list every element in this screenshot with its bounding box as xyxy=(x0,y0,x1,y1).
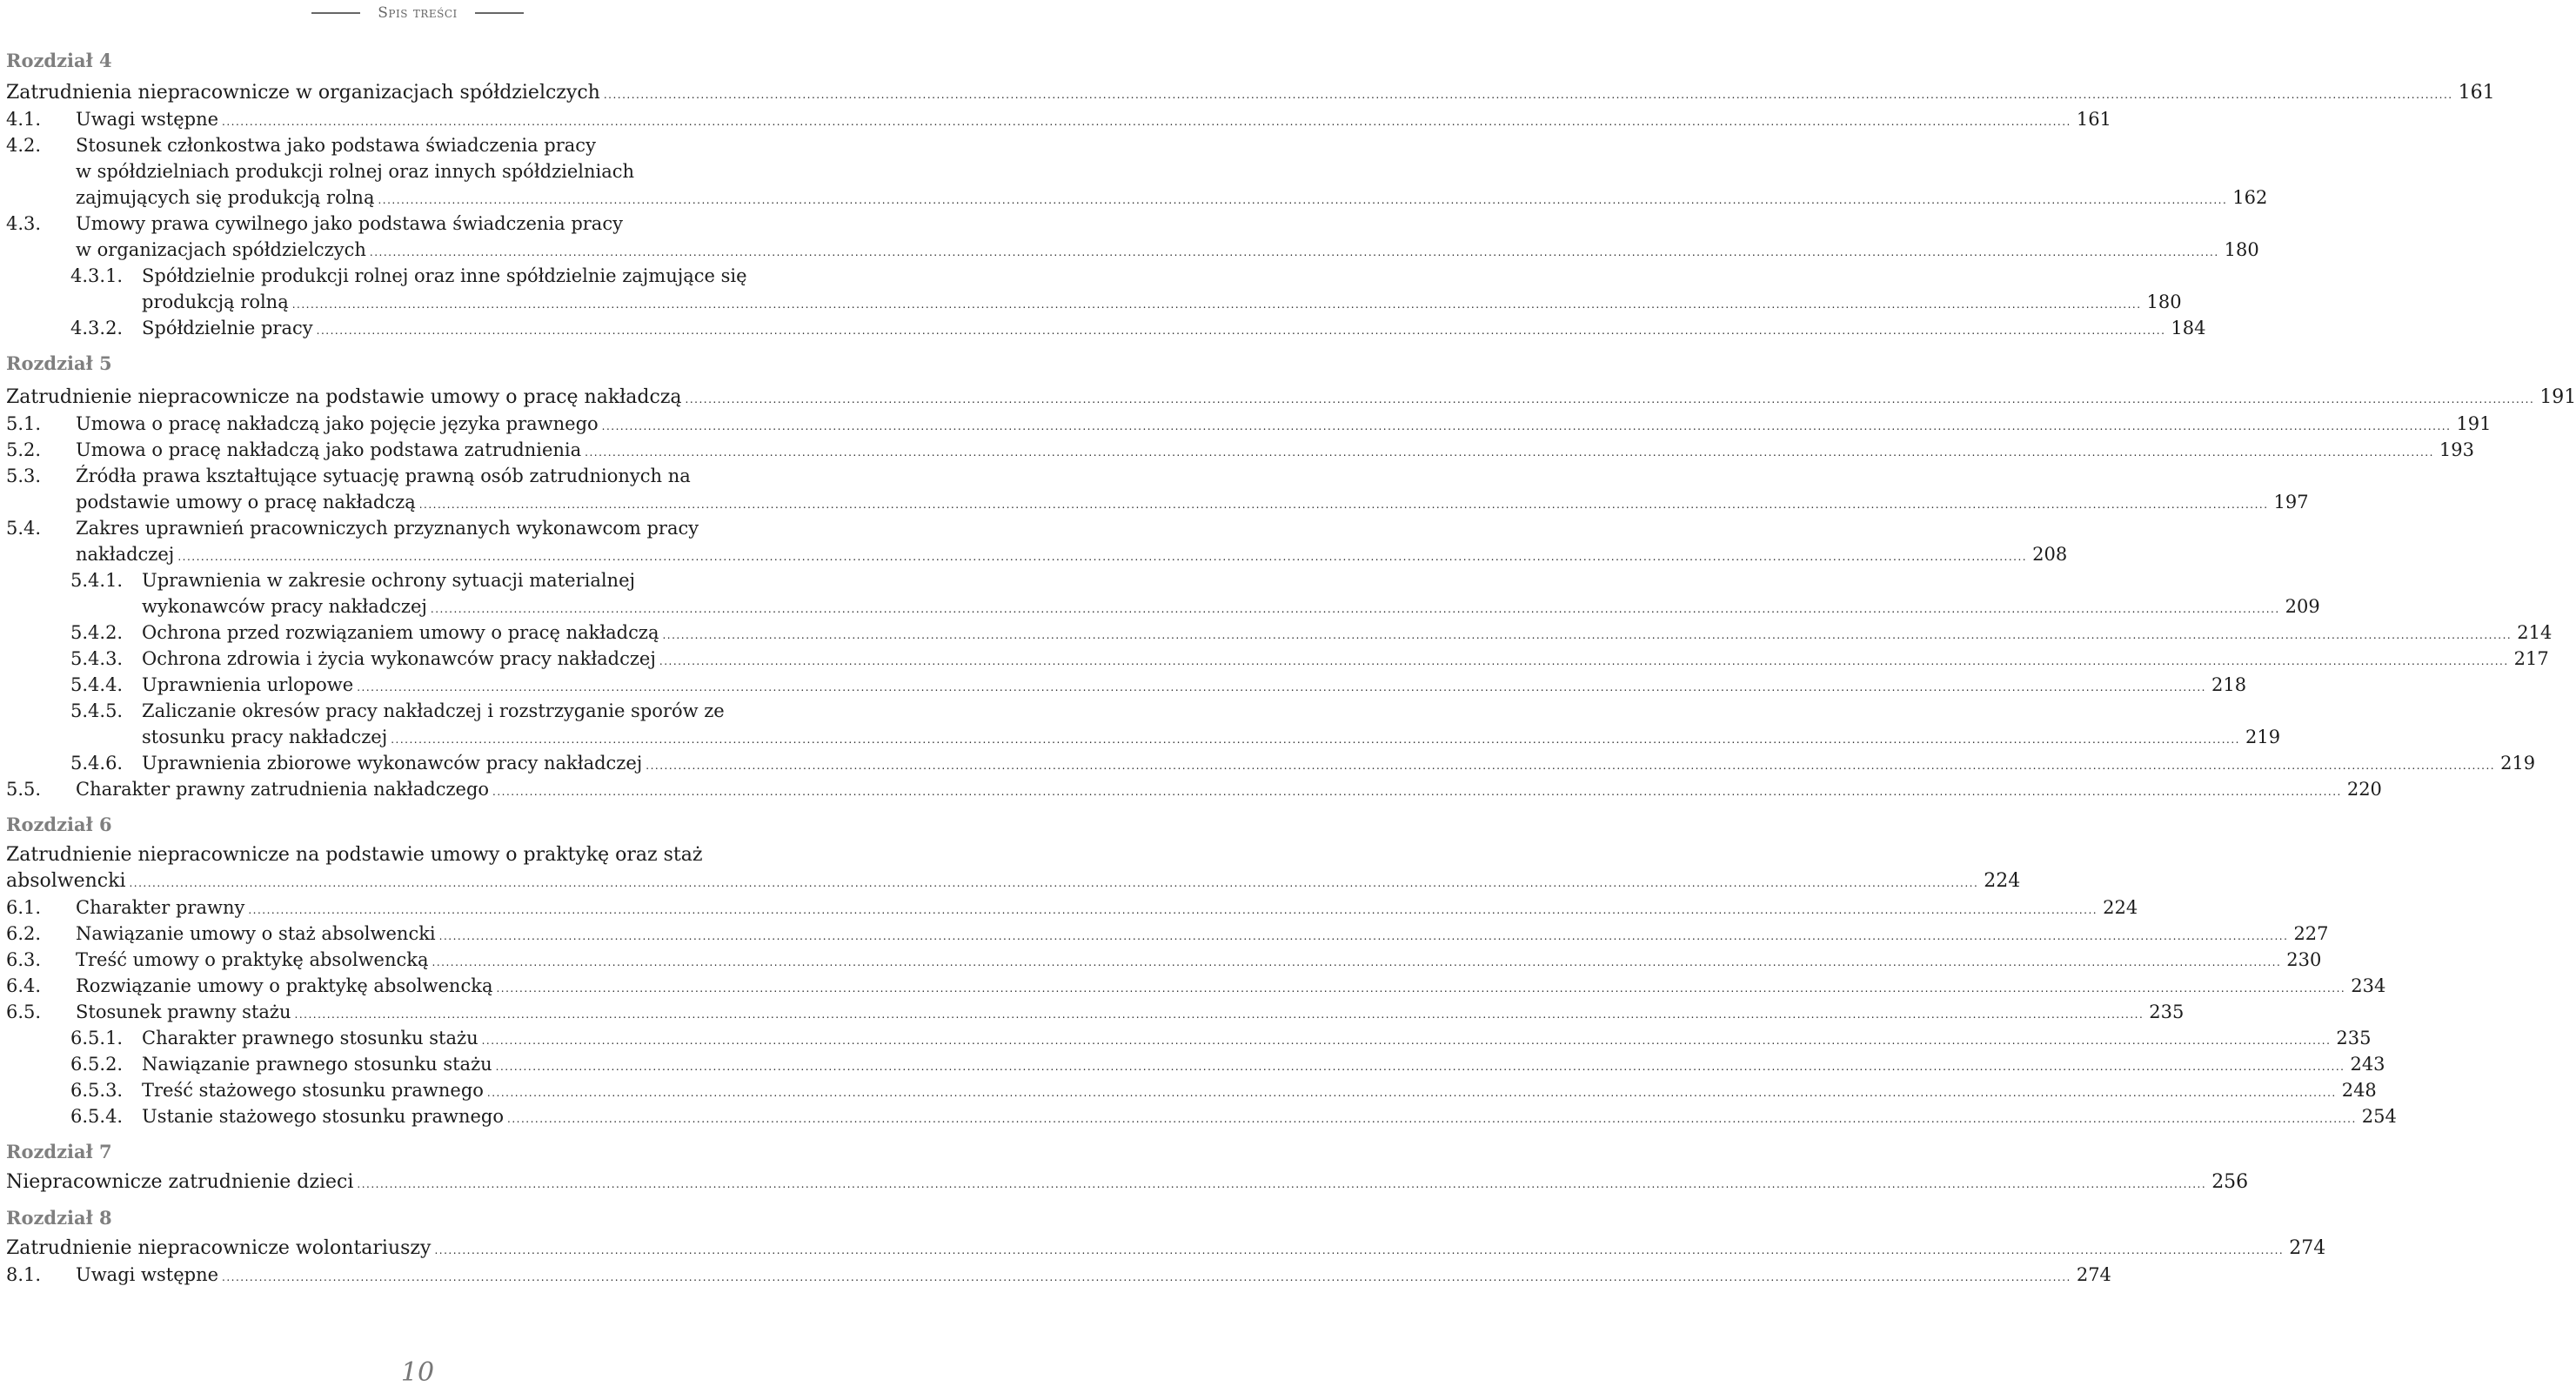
entry-title-line: Treść stażowego stosunku prawnego xyxy=(142,1080,484,1101)
entry-title-line: Zakres uprawnień pracowniczych przyznanych wykonawcom pracy xyxy=(76,518,699,539)
dot-leader: ................................................................................................................................................................................................................................................................................................................................................................................................................ xyxy=(391,733,2240,746)
entry-body xyxy=(6,842,2021,894)
dot-leader: ................................................................................................................................................................................................................................................................................................................................................................................................................ xyxy=(495,1061,2345,1073)
entry-body xyxy=(76,921,2328,947)
section-number: 6.2. xyxy=(6,923,42,944)
chapter-heading: Rozdział 8 xyxy=(6,1207,112,1229)
entry-body xyxy=(142,672,2246,698)
entry-body xyxy=(6,1236,2324,1262)
entry-last-line xyxy=(6,1169,2249,1196)
entry-title-line: Stosunek prawny stażu xyxy=(76,1001,291,1022)
entry-body xyxy=(76,1262,2111,1288)
entry-last-line xyxy=(142,672,2246,698)
page-number-ref: 161 xyxy=(2076,109,2111,130)
entry-body xyxy=(6,1169,2249,1196)
chapter-heading: Rozdział 5 xyxy=(6,352,112,374)
entry-body xyxy=(6,385,2574,411)
dot-leader: ................................................................................................................................................................................................................................................................................................................................................................................................................ xyxy=(585,446,2434,459)
dot-leader: ................................................................................................................................................................................................................................................................................................................................................................................................................ xyxy=(222,116,2071,128)
running-head-left-rule xyxy=(311,12,360,14)
entry-last-line xyxy=(142,620,2552,646)
dot-leader: ................................................................................................................................................................................................................................................................................................................................................................................................................ xyxy=(432,956,2282,968)
subsection-entry[interactable] xyxy=(6,1103,2397,1129)
entry-last-line xyxy=(142,646,2549,672)
page-number-ref: 191 xyxy=(2456,413,2492,434)
page-number-ref: 235 xyxy=(2149,1001,2185,1022)
entry-title-line: Uwagi wstępne xyxy=(76,1264,219,1285)
entry-last-line xyxy=(142,1051,2385,1077)
entry-last-line xyxy=(6,385,2574,411)
entry-last-line xyxy=(142,724,2280,750)
running-head-text: Spis treści xyxy=(378,4,458,22)
page-number-ref: 220 xyxy=(2346,779,2382,800)
entry-last-line xyxy=(142,1103,2397,1129)
subsection-entry[interactable] xyxy=(6,1051,2385,1077)
page-number-ref: 191 xyxy=(2539,386,2576,408)
section-number: 8.1. xyxy=(6,1264,42,1285)
page-number-ref: 235 xyxy=(2336,1028,2372,1048)
entry-last-line xyxy=(142,750,2535,776)
entry-title-line: absolwencki xyxy=(6,870,126,892)
entry-body xyxy=(142,315,2205,341)
section-number: 6.5.3. xyxy=(70,1080,124,1101)
dot-leader: ................................................................................................................................................................................................................................................................................................................................................................................................................ xyxy=(248,904,2098,916)
dot-leader: ................................................................................................................................................................................................................................................................................................................................................................................................................ xyxy=(486,1087,2337,1099)
section-number: 5.4.5. xyxy=(70,700,124,721)
table-of-contents xyxy=(6,47,2576,1288)
entry-title-line: Umowa o pracę nakładczą jako podstawa zatrudnienia xyxy=(76,439,582,460)
entry-title-line: Nawiązanie prawnego stosunku stażu xyxy=(142,1054,492,1075)
entry-title-line: Uprawnienia urlopowe xyxy=(142,674,354,695)
dot-leader: ................................................................................................................................................................................................................................................................................................................................................................................................................ xyxy=(418,499,2269,511)
entry-body xyxy=(142,567,2320,620)
section-entry[interactable] xyxy=(6,999,2185,1025)
page-number-ref: 197 xyxy=(2273,492,2309,512)
entry-last-line xyxy=(76,894,2138,921)
dot-leader: ................................................................................................................................................................................................................................................................................................................................................................................................................ xyxy=(357,1178,2207,1190)
entry-last-line xyxy=(6,1236,2324,1262)
section-entry[interactable] xyxy=(6,106,2111,132)
entry-last-line xyxy=(76,776,2382,802)
subsection-entry[interactable] xyxy=(6,315,2206,341)
entry-last-line xyxy=(76,921,2328,947)
chapter-title-entry[interactable] xyxy=(6,80,2495,106)
dot-leader: ................................................................................................................................................................................................................................................................................................................................................................................................................ xyxy=(685,393,2535,405)
section-number: 5.5. xyxy=(6,779,42,800)
entry-last-line xyxy=(76,947,2321,973)
dot-leader: ................................................................................................................................................................................................................................................................................................................................................................................................................ xyxy=(481,1035,2332,1047)
section-entry[interactable] xyxy=(6,1262,2111,1288)
chapter-title-entry[interactable] xyxy=(6,1169,2249,1196)
page-number-ref: 254 xyxy=(2361,1106,2397,1127)
section-entry[interactable] xyxy=(6,894,2138,921)
entry-title-line: podstawie umowy o pracę nakładczą xyxy=(76,492,416,512)
entry-last-line xyxy=(142,593,2320,620)
section-entry[interactable] xyxy=(6,437,2475,463)
chapter-heading: Rozdział 4 xyxy=(6,50,112,71)
dot-leader: ................................................................................................................................................................................................................................................................................................................................................................................................................ xyxy=(369,246,2219,258)
dot-leader: ................................................................................................................................................................................................................................................................................................................................................................................................................ xyxy=(378,194,2228,206)
entry-title-line: produkcją rolną xyxy=(142,291,289,312)
entry-title-line: Zatrudnienie niepracownicze wolontariuszy xyxy=(6,1237,432,1259)
entry-title-line: Charakter prawnego stosunku stażu xyxy=(142,1028,478,1048)
entry-body xyxy=(76,132,2267,211)
section-number: 5.4.6. xyxy=(70,753,124,774)
entry-body xyxy=(76,999,2184,1025)
dot-leader: ................................................................................................................................................................................................................................................................................................................................................................................................................ xyxy=(601,420,2452,432)
page-number-ref: 161 xyxy=(2458,82,2495,104)
entry-body xyxy=(76,776,2382,802)
entry-body xyxy=(6,80,2493,106)
entry-title-line: Niepracownicze zatrudnienie dzieci xyxy=(6,1171,354,1193)
section-entry[interactable] xyxy=(6,211,2259,263)
section-number: 5.2. xyxy=(6,439,42,460)
dot-leader: ................................................................................................................................................................................................................................................................................................................................................................................................................ xyxy=(662,629,2512,641)
dot-leader: ................................................................................................................................................................................................................................................................................................................................................................................................................ xyxy=(434,1244,2285,1256)
entry-body xyxy=(142,1077,2377,1103)
entry-last-line xyxy=(142,1025,2371,1051)
entry-body xyxy=(142,698,2280,750)
subsection-entry[interactable] xyxy=(6,672,2247,698)
page-number-ref: 214 xyxy=(2517,622,2553,643)
entry-body xyxy=(76,106,2111,132)
entry-title-line: zajmujących się produkcją rolną xyxy=(76,187,375,208)
page-number-ref: 274 xyxy=(2289,1237,2326,1259)
entry-title-line: Zatrudnienie niepracownicze na podstawie umowy o praktykę oraz staż xyxy=(6,844,703,866)
page-number-ref: 256 xyxy=(2211,1171,2249,1193)
subsection-entry[interactable] xyxy=(6,620,2553,646)
page-number-ref: 227 xyxy=(2293,923,2329,944)
section-number: 6.3. xyxy=(6,949,42,970)
entry-title-line: Źródła prawa kształtujące sytuację prawną osób zatrudnionych na xyxy=(76,466,691,486)
section-entry[interactable] xyxy=(6,515,2068,567)
entry-title-line: Uwagi wstępne xyxy=(76,109,219,130)
dot-leader: ................................................................................................................................................................................................................................................................................................................................................................................................................ xyxy=(659,655,2509,667)
section-number: 4.1. xyxy=(6,109,42,130)
entry-body xyxy=(142,620,2552,646)
entry-body xyxy=(76,211,2259,263)
page-number-ref: 184 xyxy=(2171,318,2206,338)
page-number: 10 xyxy=(400,1357,435,1388)
entry-title-line: Spółdzielnie produkcji rolnej oraz inne spółdzielnie zajmujące się xyxy=(142,265,747,286)
dot-leader: ................................................................................................................................................................................................................................................................................................................................................................................................................ xyxy=(294,1008,2144,1021)
page-number-ref: 217 xyxy=(2513,648,2549,669)
entry-last-line xyxy=(76,411,2491,437)
entry-last-line xyxy=(76,541,2067,567)
page-number-ref: 234 xyxy=(2351,975,2386,996)
dot-leader: ................................................................................................................................................................................................................................................................................................................................................................................................................ xyxy=(507,1113,2357,1125)
entry-body xyxy=(142,646,2549,672)
subsection-entry[interactable] xyxy=(6,1077,2377,1103)
entry-title-line: w spółdzielniach produkcji rolnej oraz innych spółdzielniach xyxy=(76,161,635,182)
entry-title-line: wykonawców pracy nakładczej xyxy=(142,596,427,617)
entry-title-line: Spółdzielnie pracy xyxy=(142,318,313,338)
page-number-ref: 209 xyxy=(2285,596,2320,617)
entry-body xyxy=(76,894,2138,921)
dot-leader: ................................................................................................................................................................................................................................................................................................................................................................................................................ xyxy=(177,551,2028,563)
dot-leader: ................................................................................................................................................................................................................................................................................................................................................................................................................ xyxy=(496,982,2346,995)
entry-body xyxy=(76,973,2385,999)
section-entry[interactable] xyxy=(6,776,2382,802)
page-number-ref: 162 xyxy=(2232,187,2268,208)
section-entry[interactable] xyxy=(6,411,2492,437)
section-number: 5.4.2. xyxy=(70,622,124,643)
page-number-ref: 224 xyxy=(1984,870,2021,892)
dot-leader: ................................................................................................................................................................................................................................................................................................................................................................................................................ xyxy=(291,298,2142,311)
section-number: 6.5.1. xyxy=(70,1028,124,1048)
entry-last-line xyxy=(76,999,2184,1025)
entry-last-line xyxy=(76,489,2309,515)
page-number-ref: 180 xyxy=(2224,239,2259,260)
entry-body xyxy=(142,1025,2371,1051)
chapter-heading: Rozdział 6 xyxy=(6,814,112,835)
dot-leader: ................................................................................................................................................................................................................................................................................................................................................................................................................ xyxy=(603,89,2453,101)
page-number-ref: 219 xyxy=(2500,753,2536,774)
section-entry[interactable] xyxy=(6,973,2386,999)
subsection-entry[interactable] xyxy=(6,263,2182,315)
section-number: 4.3. xyxy=(6,213,42,234)
entry-last-line xyxy=(6,80,2493,106)
subsection-entry[interactable] xyxy=(6,567,2320,620)
entry-body xyxy=(76,411,2491,437)
page-number-ref: 208 xyxy=(2032,544,2068,565)
entry-body xyxy=(142,1051,2385,1077)
subsection-entry[interactable] xyxy=(6,698,2281,750)
page-number-ref: 193 xyxy=(2439,439,2475,460)
subsection-entry[interactable] xyxy=(6,750,2536,776)
entry-last-line xyxy=(142,289,2182,315)
entry-body xyxy=(76,463,2309,515)
dot-leader: ................................................................................................................................................................................................................................................................................................................................................................................................................ xyxy=(430,603,2280,615)
entry-title-line: Umowy prawa cywilnego jako podstawa świadczenia pracy xyxy=(76,213,623,234)
page-number-ref: 274 xyxy=(2076,1264,2111,1285)
dot-leader: ................................................................................................................................................................................................................................................................................................................................................................................................................ xyxy=(129,877,1979,889)
entry-title-line: Umowa o pracę nakładczą jako pojęcie języka prawnego xyxy=(76,413,599,434)
section-number: 6.4. xyxy=(6,975,42,996)
section-number: 6.5. xyxy=(6,1001,42,1022)
entry-title-line: Ochrona zdrowia i życia wykonawców pracy nakładczej xyxy=(142,648,656,669)
page-number-ref: 219 xyxy=(2245,727,2281,747)
section-number: 5.4.3. xyxy=(70,648,124,669)
entry-title-line: Uprawnienia w zakresie ochrony sytuacji materialnej xyxy=(142,570,636,591)
section-number: 5.3. xyxy=(6,466,42,486)
entry-last-line xyxy=(76,237,2259,263)
entry-title-line: Ochrona przed rozwiązaniem umowy o pracę nakładczą xyxy=(142,622,659,643)
entry-last-line xyxy=(142,315,2205,341)
entry-title-line: Charakter prawny zatrudnienia nakładczego xyxy=(76,779,490,800)
section-number: 5.4. xyxy=(6,518,42,539)
entry-title-line: Charakter prawny xyxy=(76,897,245,918)
section-number: 5.1. xyxy=(6,413,42,434)
running-head-right-rule xyxy=(475,12,524,14)
page-number-ref: 248 xyxy=(2341,1080,2377,1101)
chapter-title-entry[interactable] xyxy=(6,842,2021,894)
page-number-ref: 180 xyxy=(2146,291,2182,312)
entry-last-line xyxy=(76,437,2474,463)
page-number-ref: 230 xyxy=(2286,949,2322,970)
entry-body xyxy=(76,947,2321,973)
section-number: 6.5.4. xyxy=(70,1106,124,1127)
entry-last-line xyxy=(76,106,2111,132)
page-number-ref: 224 xyxy=(2103,897,2138,918)
dot-leader: ................................................................................................................................................................................................................................................................................................................................................................................................................ xyxy=(357,681,2206,693)
section-number: 4.3.1. xyxy=(70,265,124,286)
section-number: 6.1. xyxy=(6,897,42,918)
entry-title-line: Stosunek członkostwa jako podstawa świadczenia pracy xyxy=(76,135,596,156)
section-entry[interactable] xyxy=(6,463,2309,515)
dot-leader: ................................................................................................................................................................................................................................................................................................................................................................................................................ xyxy=(316,325,2166,337)
entry-title-line: Zaliczanie okresów pracy nakładczej i rozstrzyganie sporów ze xyxy=(142,700,725,721)
section-number: 4.3.2. xyxy=(70,318,124,338)
section-number: 4.2. xyxy=(6,135,42,156)
page-number-ref: 243 xyxy=(2350,1054,2385,1075)
entry-title-line: Uprawnienia zbiorowe wykonawców pracy nakładczej xyxy=(142,753,643,774)
entry-title-line: Treść umowy o praktykę absolwencką xyxy=(76,949,429,970)
entry-title-line: w organizacjach spółdzielczych xyxy=(76,239,366,260)
entry-title-line: stosunku pracy nakładczej xyxy=(142,727,388,747)
chapter-heading: Rozdział 7 xyxy=(6,1141,112,1162)
entry-body xyxy=(142,1103,2397,1129)
entry-body xyxy=(76,515,2067,567)
entry-last-line xyxy=(142,1077,2377,1103)
section-number: 6.5.2. xyxy=(70,1054,124,1075)
entry-title-line: Rozwiązanie umowy o praktykę absolwencką xyxy=(76,975,493,996)
entry-last-line xyxy=(6,868,2021,894)
section-number: 5.4.4. xyxy=(70,674,124,695)
entry-title-line: Zatrudnienia niepracownicze w organizacjach spółdzielczych xyxy=(6,82,600,104)
section-entry[interactable] xyxy=(6,921,2329,947)
entry-last-line xyxy=(76,184,2267,211)
entry-body xyxy=(142,750,2535,776)
section-number: 5.4.1. xyxy=(70,570,124,591)
entry-last-line xyxy=(76,1262,2111,1288)
dot-leader: ................................................................................................................................................................................................................................................................................................................................................................................................................ xyxy=(646,760,2496,772)
entry-title-line: Zatrudnienie niepracownicze na podstawie umowy o pracę nakładczą xyxy=(6,386,682,408)
subsection-entry[interactable] xyxy=(6,646,2549,672)
section-entry[interactable] xyxy=(6,947,2322,973)
section-entry[interactable] xyxy=(6,132,2268,211)
page-number-ref: 218 xyxy=(2211,674,2247,695)
dot-leader: ................................................................................................................................................................................................................................................................................................................................................................................................................ xyxy=(438,930,2289,942)
entry-title-line: Nawiązanie umowy o staż absolwencki xyxy=(76,923,436,944)
subsection-entry[interactable] xyxy=(6,1025,2372,1051)
running-head xyxy=(0,0,835,26)
chapter-title-entry[interactable] xyxy=(6,1236,2326,1262)
chapter-title-entry[interactable] xyxy=(6,385,2576,411)
dot-leader: ................................................................................................................................................................................................................................................................................................................................................................................................................ xyxy=(492,786,2342,798)
entry-title-line: nakładczej xyxy=(76,544,175,565)
entry-body xyxy=(76,437,2474,463)
entry-last-line xyxy=(76,973,2385,999)
entry-title-line: Ustanie stażowego stosunku prawnego xyxy=(142,1106,505,1127)
entry-body xyxy=(142,263,2182,315)
dot-leader: ................................................................................................................................................................................................................................................................................................................................................................................................................ xyxy=(222,1271,2071,1283)
